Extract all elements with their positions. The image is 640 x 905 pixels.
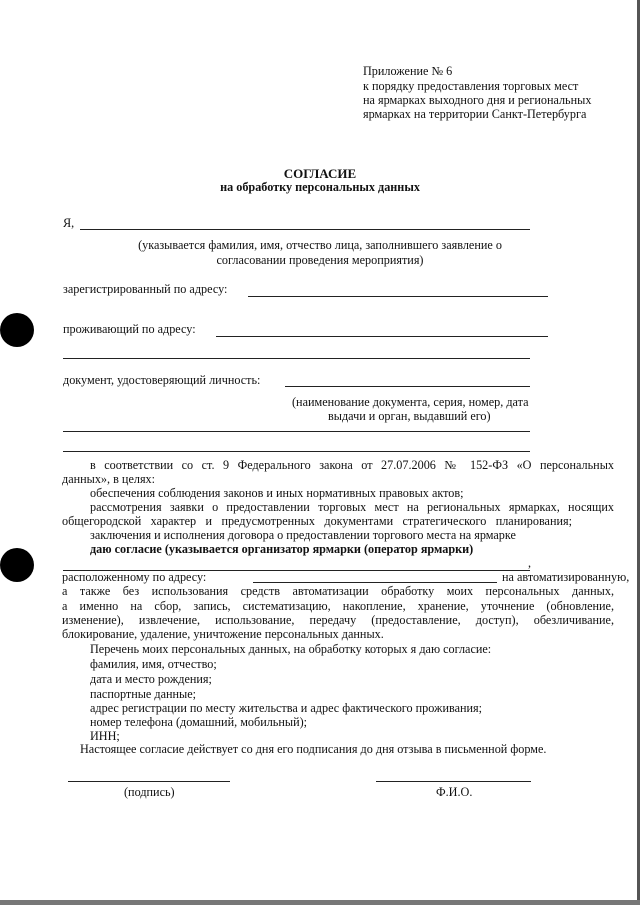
data-list-item: адрес регистрации по месту жительства и адрес фактического проживания; — [90, 701, 483, 715]
data-list-item: ИНН; — [90, 729, 120, 743]
consent-statement: даю согласие (указывается организатор ярмарки (оператор ярмарки) — [90, 542, 474, 556]
name-hint-1: (указывается фамилия, имя, отчество лица, заполнившего заявление о — [138, 238, 502, 252]
fio-line[interactable] — [376, 781, 531, 782]
data-list-item: паспортные данные; — [90, 687, 197, 701]
data-list-item: дата и место рождения; — [90, 672, 212, 686]
located-tail: на автоматизированную, — [502, 570, 630, 584]
document-field-line-3[interactable] — [63, 451, 530, 452]
processing-line-1: а также без использования средств автоматизации обработку моих персональных данных, — [62, 584, 614, 598]
data-list-item: фамилия, имя, отчество; — [90, 657, 217, 671]
name-field-line[interactable] — [80, 229, 530, 230]
fio-label: Ф.И.О. — [436, 785, 473, 799]
located-label: расположенному по адресу: — [62, 570, 207, 584]
document-hint-2: выдачи и орган, выдавший его) — [328, 409, 491, 423]
punch-hole-top — [0, 313, 34, 347]
signature-label: (подпись) — [124, 785, 175, 799]
document-field-line-2[interactable] — [63, 431, 530, 432]
law-reference-line-2: данных», в целях: — [62, 472, 156, 486]
data-list-intro: Перечень моих персональных данных, на обработку которых я даю согласие: — [90, 642, 492, 656]
living-field-line[interactable] — [216, 336, 548, 337]
appendix-line-2: к порядку предоставления торговых мест — [363, 79, 579, 93]
data-list-item: номер телефона (домашний, мобильный); — [90, 715, 308, 729]
appendix-line-4: ярмарках на территории Санкт-Петербурга — [363, 107, 587, 121]
registered-label: зарегистрированный по адресу: — [63, 282, 228, 296]
document-title: СОГЛАСИЕ — [283, 166, 357, 181]
law-reference-line-1: в соответствии со ст. 9 Федерального закона от 27.07.2006 № 152-ФЗ «О персональных — [90, 458, 614, 472]
document-label: документ, удостоверяющий личность: — [63, 373, 261, 387]
appendix-line-3: на ярмарках выходного дня и региональных — [363, 93, 592, 107]
appendix-number: Приложение № 6 — [363, 64, 453, 78]
document-hint-1: (наименование документа, серия, номер, дата — [292, 395, 529, 409]
purpose-1: обеспечения соблюдения законов и иных нормативных правовых актов; — [90, 486, 464, 500]
processing-line-3: изменение), извлечение, использование, передачу (предоставление, доступ), обезличивание, — [62, 613, 614, 627]
validity-statement: Настоящее согласие действует со дня его подписания до дня отзыва в письменной форме. — [80, 742, 547, 756]
scan-edge-bottom — [0, 900, 640, 905]
punch-hole-bottom — [0, 548, 34, 582]
registered-field-line[interactable] — [248, 296, 548, 297]
purpose-2-line-1: рассмотрения заявки о предоставлении торговых мест на региональных ярмарках, носящих — [90, 500, 614, 514]
purpose-2-line-2: общегородской характер и предусмотренных документами стратегического планирования; — [62, 514, 572, 528]
document-field-line[interactable] — [285, 386, 530, 387]
living-label: проживающий по адресу: — [63, 322, 196, 336]
signature-line[interactable] — [68, 781, 230, 782]
document-subtitle: на обработку персональных данных — [220, 180, 420, 194]
processing-line-2: а именно на сбор, запись, систематизацию, накопление, хранение, уточнение (обновление, — [62, 599, 614, 613]
name-hint-2: согласовании проведения мероприятия) — [216, 253, 424, 267]
organizer-comma: , — [528, 556, 532, 570]
living-field-line-2[interactable] — [63, 358, 530, 359]
purpose-3: заключения и исполнения договора о предоставлении торгового места на ярмарке — [90, 528, 516, 542]
processing-line-4: блокирование, удаление, уничтожение персональных данных. — [62, 627, 384, 641]
i-label: Я, — [63, 216, 75, 230]
located-field-line[interactable] — [253, 582, 497, 583]
